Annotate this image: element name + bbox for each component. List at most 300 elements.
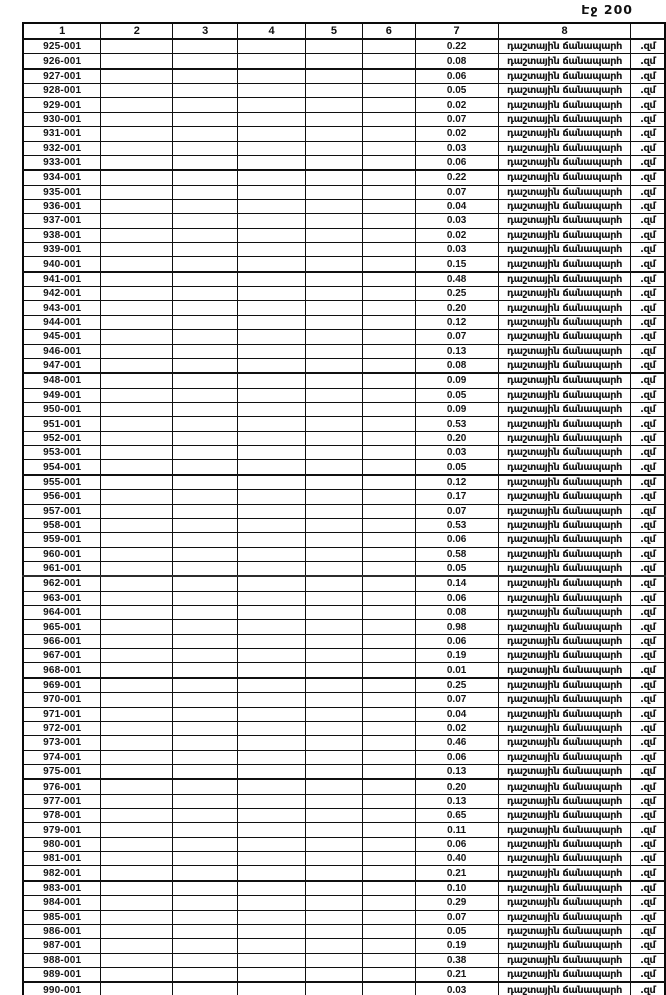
area-value-cell: 0.06	[415, 591, 498, 605]
land-use-cell: դաշտային ճանապարհ	[498, 475, 631, 490]
parcel-id-cell: 966-001	[23, 634, 101, 648]
col3-cell	[173, 446, 238, 460]
col2-cell	[101, 490, 173, 504]
col5-cell	[305, 518, 362, 532]
col5-cell	[305, 69, 362, 84]
col5-cell	[305, 446, 362, 460]
col3-cell	[173, 301, 238, 315]
margin-note-fragment: .զմ	[631, 84, 665, 98]
col5-cell	[305, 707, 362, 721]
table-row	[23, 431, 665, 445]
margin-note-fragment: .զմ	[631, 896, 665, 910]
parcel-id-cell: 950-001	[23, 402, 101, 416]
col5-cell	[305, 750, 362, 764]
col3-cell	[173, 693, 238, 707]
table-row	[23, 287, 665, 301]
table-row	[23, 707, 665, 721]
land-use-cell: դաշտային ճանապարհ	[498, 301, 631, 315]
table-row	[23, 98, 665, 112]
col2-cell	[101, 649, 173, 663]
area-value-cell: 0.21	[415, 866, 498, 881]
col2-cell	[101, 373, 173, 388]
area-value-cell: 0.11	[415, 823, 498, 837]
col2-cell	[101, 39, 173, 54]
col3-cell	[173, 373, 238, 388]
col4-cell	[238, 475, 306, 490]
land-use-cell: դաշտային ճանապարհ	[498, 127, 631, 141]
col5-cell	[305, 591, 362, 605]
col2-cell	[101, 707, 173, 721]
land-use-cell: դաշտային ճանապարհ	[498, 663, 631, 678]
col5-cell	[305, 576, 362, 591]
parcel-id-cell: 961-001	[23, 561, 101, 576]
col5-cell	[305, 301, 362, 315]
col4-cell	[238, 779, 306, 794]
margin-note-fragment: .զմ	[631, 881, 665, 896]
col5-cell	[305, 924, 362, 938]
col2-cell	[101, 678, 173, 693]
table-row	[23, 272, 665, 287]
col5-cell	[305, 431, 362, 445]
margin-note-fragment: .զմ	[631, 475, 665, 490]
margin-note-fragment: .զմ	[631, 257, 665, 272]
table-row	[23, 750, 665, 764]
parcel-id-cell: 933-001	[23, 155, 101, 170]
col2-cell	[101, 475, 173, 490]
margin-note-fragment: .զմ	[631, 460, 665, 475]
col6-cell	[362, 591, 415, 605]
col3-cell	[173, 460, 238, 475]
col6-cell	[362, 576, 415, 591]
parcel-id-cell: 925-001	[23, 39, 101, 54]
col3-cell	[173, 663, 238, 678]
margin-note-fragment: .զմ	[631, 649, 665, 663]
col3-cell	[173, 315, 238, 329]
col6-cell	[362, 939, 415, 953]
col4-cell	[238, 634, 306, 648]
margin-note-fragment: .զմ	[631, 736, 665, 750]
land-use-cell: դաշտային ճանապարհ	[498, 837, 631, 851]
area-value-cell: 0.65	[415, 809, 498, 823]
parcel-table	[22, 22, 666, 995]
col6-cell	[362, 693, 415, 707]
parcel-id-cell: 942-001	[23, 287, 101, 301]
land-use-cell: դաշտային ճանապարհ	[498, 287, 631, 301]
col6-cell	[362, 663, 415, 678]
margin-note-fragment: .զմ	[631, 678, 665, 693]
col6-cell	[362, 649, 415, 663]
col3-cell	[173, 84, 238, 98]
area-value-cell: 0.09	[415, 402, 498, 416]
margin-note-fragment: .զմ	[631, 533, 665, 547]
area-value-cell: 0.14	[415, 576, 498, 591]
table-row	[23, 736, 665, 750]
col6-cell	[362, 504, 415, 518]
col6-cell	[362, 214, 415, 228]
margin-note-fragment: .զմ	[631, 330, 665, 344]
land-use-cell: դաշտային ճանապարհ	[498, 721, 631, 735]
column-header-5: 5	[305, 23, 362, 39]
table-row	[23, 127, 665, 141]
margin-note-fragment: .զմ	[631, 199, 665, 213]
margin-note-fragment: .զմ	[631, 809, 665, 823]
col3-cell	[173, 358, 238, 373]
area-value-cell: 0.98	[415, 620, 498, 634]
table-row	[23, 301, 665, 315]
col5-cell	[305, 315, 362, 329]
col4-cell	[238, 127, 306, 141]
margin-note-fragment: .զմ	[631, 837, 665, 851]
land-use-cell: դաշտային ճանապարհ	[498, 39, 631, 54]
col5-cell	[305, 185, 362, 199]
col2-cell	[101, 287, 173, 301]
col2-cell	[101, 953, 173, 967]
col3-cell	[173, 155, 238, 170]
table-row	[23, 939, 665, 953]
land-use-cell: դաշտային ճանապարհ	[498, 939, 631, 953]
col5-cell	[305, 243, 362, 257]
col4-cell	[238, 764, 306, 779]
col6-cell	[362, 199, 415, 213]
parcel-id-cell: 972-001	[23, 721, 101, 735]
col4-cell	[238, 910, 306, 924]
column-header-3: 3	[173, 23, 238, 39]
column-header-4: 4	[238, 23, 306, 39]
col4-cell	[238, 84, 306, 98]
col5-cell	[305, 910, 362, 924]
area-value-cell: 0.06	[415, 837, 498, 851]
table-row	[23, 837, 665, 851]
land-use-cell: դաշտային ճանապարհ	[498, 228, 631, 242]
col2-cell	[101, 750, 173, 764]
col5-cell	[305, 402, 362, 416]
col3-cell	[173, 649, 238, 663]
land-use-cell: դաշտային ճանապարհ	[498, 185, 631, 199]
margin-note-fragment: .զմ	[631, 228, 665, 242]
area-value-cell: 0.12	[415, 475, 498, 490]
col4-cell	[238, 823, 306, 837]
col3-cell	[173, 576, 238, 591]
parcel-id-cell: 962-001	[23, 576, 101, 591]
land-use-cell: դաշտային ճանապարհ	[498, 155, 631, 170]
area-value-cell: 0.13	[415, 764, 498, 779]
parcel-id-cell: 931-001	[23, 127, 101, 141]
col5-cell	[305, 736, 362, 750]
land-use-cell: դաշտային ճանապարհ	[498, 402, 631, 416]
parcel-id-cell: 963-001	[23, 591, 101, 605]
table-row	[23, 460, 665, 475]
col3-cell	[173, 620, 238, 634]
col5-cell	[305, 358, 362, 373]
col5-cell	[305, 344, 362, 358]
margin-note-fragment: .զմ	[631, 504, 665, 518]
table-row	[23, 185, 665, 199]
area-value-cell: 0.53	[415, 417, 498, 431]
margin-note-fragment: .զմ	[631, 924, 665, 938]
col2-cell	[101, 446, 173, 460]
land-use-cell: դաշտային ճանապարհ	[498, 910, 631, 924]
col6-cell	[362, 707, 415, 721]
col4-cell	[238, 287, 306, 301]
margin-note-fragment: .զմ	[631, 214, 665, 228]
area-value-cell: 0.04	[415, 199, 498, 213]
parcel-id-cell: 947-001	[23, 358, 101, 373]
column-header-7: 7	[415, 23, 498, 39]
col4-cell	[238, 185, 306, 199]
col6-cell	[362, 446, 415, 460]
area-value-cell: 0.03	[415, 214, 498, 228]
col2-cell	[101, 764, 173, 779]
parcel-id-cell: 939-001	[23, 243, 101, 257]
table-row	[23, 388, 665, 402]
margin-note-fragment: .զմ	[631, 315, 665, 329]
margin-note-fragment: .զմ	[631, 243, 665, 257]
col5-cell	[305, 141, 362, 155]
col4-cell	[238, 576, 306, 591]
area-value-cell: 0.02	[415, 721, 498, 735]
table-row	[23, 663, 665, 678]
margin-note-fragment: .զմ	[631, 39, 665, 54]
col2-cell	[101, 881, 173, 896]
parcel-id-cell: 953-001	[23, 446, 101, 460]
col2-cell	[101, 620, 173, 634]
land-use-cell: դաշտային ճանապարհ	[498, 344, 631, 358]
table-row	[23, 112, 665, 126]
col6-cell	[362, 315, 415, 329]
col2-cell	[101, 141, 173, 155]
land-use-cell: դաշտային ճանապարհ	[498, 533, 631, 547]
margin-note-fragment: .զմ	[631, 663, 665, 678]
table-row	[23, 678, 665, 693]
col5-cell	[305, 764, 362, 779]
col3-cell	[173, 910, 238, 924]
area-value-cell: 0.09	[415, 373, 498, 388]
area-value-cell: 0.06	[415, 69, 498, 84]
margin-note-fragment: .զմ	[631, 272, 665, 287]
col6-cell	[362, 736, 415, 750]
land-use-cell: դաշտային ճանապարհ	[498, 490, 631, 504]
margin-note-fragment: .զմ	[631, 98, 665, 112]
col6-cell	[362, 910, 415, 924]
col3-cell	[173, 388, 238, 402]
col2-cell	[101, 823, 173, 837]
col2-cell	[101, 982, 173, 995]
col4-cell	[238, 794, 306, 808]
area-value-cell: 0.53	[415, 518, 498, 532]
land-use-cell: դաշտային ճանապարհ	[498, 693, 631, 707]
col4-cell	[238, 199, 306, 213]
land-use-cell: դաշտային ճանապարհ	[498, 576, 631, 591]
col4-cell	[238, 533, 306, 547]
parcel-id-cell: 934-001	[23, 170, 101, 185]
col2-cell	[101, 591, 173, 605]
col5-cell	[305, 634, 362, 648]
col5-cell	[305, 663, 362, 678]
col5-cell	[305, 606, 362, 620]
area-value-cell: 0.07	[415, 693, 498, 707]
col4-cell	[238, 155, 306, 170]
col4-cell	[238, 953, 306, 967]
col5-cell	[305, 417, 362, 431]
parcel-id-cell: 983-001	[23, 881, 101, 896]
col5-cell	[305, 721, 362, 735]
col2-cell	[101, 84, 173, 98]
parcel-id-cell: 948-001	[23, 373, 101, 388]
area-value-cell: 0.48	[415, 272, 498, 287]
land-use-cell: դաշտային ճանապարհ	[498, 518, 631, 532]
col4-cell	[238, 243, 306, 257]
parcel-id-cell: 952-001	[23, 431, 101, 445]
margin-note-fragment: .զմ	[631, 446, 665, 460]
col4-cell	[238, 358, 306, 373]
margin-note-fragment: .զմ	[631, 866, 665, 881]
col3-cell	[173, 852, 238, 866]
col6-cell	[362, 982, 415, 995]
col6-cell	[362, 257, 415, 272]
parcel-id-cell: 946-001	[23, 344, 101, 358]
col6-cell	[362, 431, 415, 445]
col6-cell	[362, 852, 415, 866]
parcel-id-cell: 940-001	[23, 257, 101, 272]
col3-cell	[173, 475, 238, 490]
col5-cell	[305, 84, 362, 98]
margin-note-fragment: .զմ	[631, 155, 665, 170]
table-row	[23, 953, 665, 967]
parcel-id-cell: 967-001	[23, 649, 101, 663]
parcel-id-cell: 989-001	[23, 968, 101, 983]
margin-note-fragment: .զմ	[631, 794, 665, 808]
col3-cell	[173, 257, 238, 272]
col2-cell	[101, 561, 173, 576]
col5-cell	[305, 881, 362, 896]
margin-note-fragment: .զմ	[631, 344, 665, 358]
margin-spacer	[631, 23, 665, 39]
col3-cell	[173, 141, 238, 155]
parcel-id-cell: 927-001	[23, 69, 101, 84]
col6-cell	[362, 678, 415, 693]
land-use-cell: դաշտային ճանապարհ	[498, 779, 631, 794]
land-use-cell: դաշտային ճանապարհ	[498, 431, 631, 445]
col5-cell	[305, 228, 362, 242]
area-value-cell: 0.07	[415, 112, 498, 126]
col6-cell	[362, 272, 415, 287]
col4-cell	[238, 301, 306, 315]
col5-cell	[305, 460, 362, 475]
area-value-cell: 0.03	[415, 141, 498, 155]
column-header-2: 2	[101, 23, 173, 39]
col3-cell	[173, 185, 238, 199]
table-row	[23, 693, 665, 707]
table-row	[23, 823, 665, 837]
land-use-cell: դաշտային ճանապարհ	[498, 678, 631, 693]
parcel-id-cell: 988-001	[23, 953, 101, 967]
land-use-cell: դաշտային ճանապարհ	[498, 54, 631, 69]
margin-note-fragment: .զմ	[631, 982, 665, 995]
land-use-cell: դաշտային ճանապարհ	[498, 504, 631, 518]
col5-cell	[305, 779, 362, 794]
area-value-cell: 0.06	[415, 750, 498, 764]
col4-cell	[238, 547, 306, 561]
col3-cell	[173, 764, 238, 779]
margin-note-fragment: .զմ	[631, 591, 665, 605]
col5-cell	[305, 490, 362, 504]
table-row	[23, 228, 665, 242]
parcel-id-cell: 979-001	[23, 823, 101, 837]
land-use-cell: դաշտային ճանապարհ	[498, 112, 631, 126]
col6-cell	[362, 373, 415, 388]
table-row	[23, 69, 665, 84]
col2-cell	[101, 98, 173, 112]
col2-cell	[101, 924, 173, 938]
col5-cell	[305, 968, 362, 983]
margin-note-fragment: .զմ	[631, 764, 665, 779]
col5-cell	[305, 330, 362, 344]
col3-cell	[173, 736, 238, 750]
table-row	[23, 721, 665, 735]
col2-cell	[101, 837, 173, 851]
col3-cell	[173, 750, 238, 764]
col4-cell	[238, 315, 306, 329]
col3-cell	[173, 54, 238, 69]
col4-cell	[238, 446, 306, 460]
table-row	[23, 866, 665, 881]
area-value-cell: 0.05	[415, 388, 498, 402]
area-value-cell: 0.22	[415, 39, 498, 54]
col5-cell	[305, 982, 362, 995]
col3-cell	[173, 330, 238, 344]
parcel-id-cell: 977-001	[23, 794, 101, 808]
col4-cell	[238, 388, 306, 402]
table-row	[23, 764, 665, 779]
col4-cell	[238, 852, 306, 866]
col4-cell	[238, 606, 306, 620]
col4-cell	[238, 736, 306, 750]
col5-cell	[305, 155, 362, 170]
col4-cell	[238, 649, 306, 663]
margin-note-fragment: .զմ	[631, 823, 665, 837]
col5-cell	[305, 504, 362, 518]
page-number-label: Էջ 200	[581, 2, 633, 17]
land-use-cell: դաշտային ճանապարհ	[498, 736, 631, 750]
col4-cell	[238, 373, 306, 388]
col5-cell	[305, 866, 362, 881]
margin-note-fragment: .զմ	[631, 606, 665, 620]
area-value-cell: 0.05	[415, 561, 498, 576]
col6-cell	[362, 764, 415, 779]
table-row	[23, 417, 665, 431]
land-use-cell: դաշտային ճանապարհ	[498, 330, 631, 344]
table-row	[23, 141, 665, 155]
col3-cell	[173, 896, 238, 910]
area-value-cell: 0.38	[415, 953, 498, 967]
area-value-cell: 0.07	[415, 910, 498, 924]
area-value-cell: 0.06	[415, 533, 498, 547]
parcel-id-cell: 928-001	[23, 84, 101, 98]
col6-cell	[362, 561, 415, 576]
col6-cell	[362, 155, 415, 170]
margin-note-fragment: .զմ	[631, 358, 665, 373]
parcel-id-cell: 926-001	[23, 54, 101, 69]
col5-cell	[305, 533, 362, 547]
parcel-id-cell: 954-001	[23, 460, 101, 475]
col5-cell	[305, 953, 362, 967]
col4-cell	[238, 257, 306, 272]
table-row	[23, 533, 665, 547]
parcel-id-cell: 971-001	[23, 707, 101, 721]
land-use-cell: դաշտային ճանապարհ	[498, 84, 631, 98]
col3-cell	[173, 39, 238, 54]
col6-cell	[362, 606, 415, 620]
